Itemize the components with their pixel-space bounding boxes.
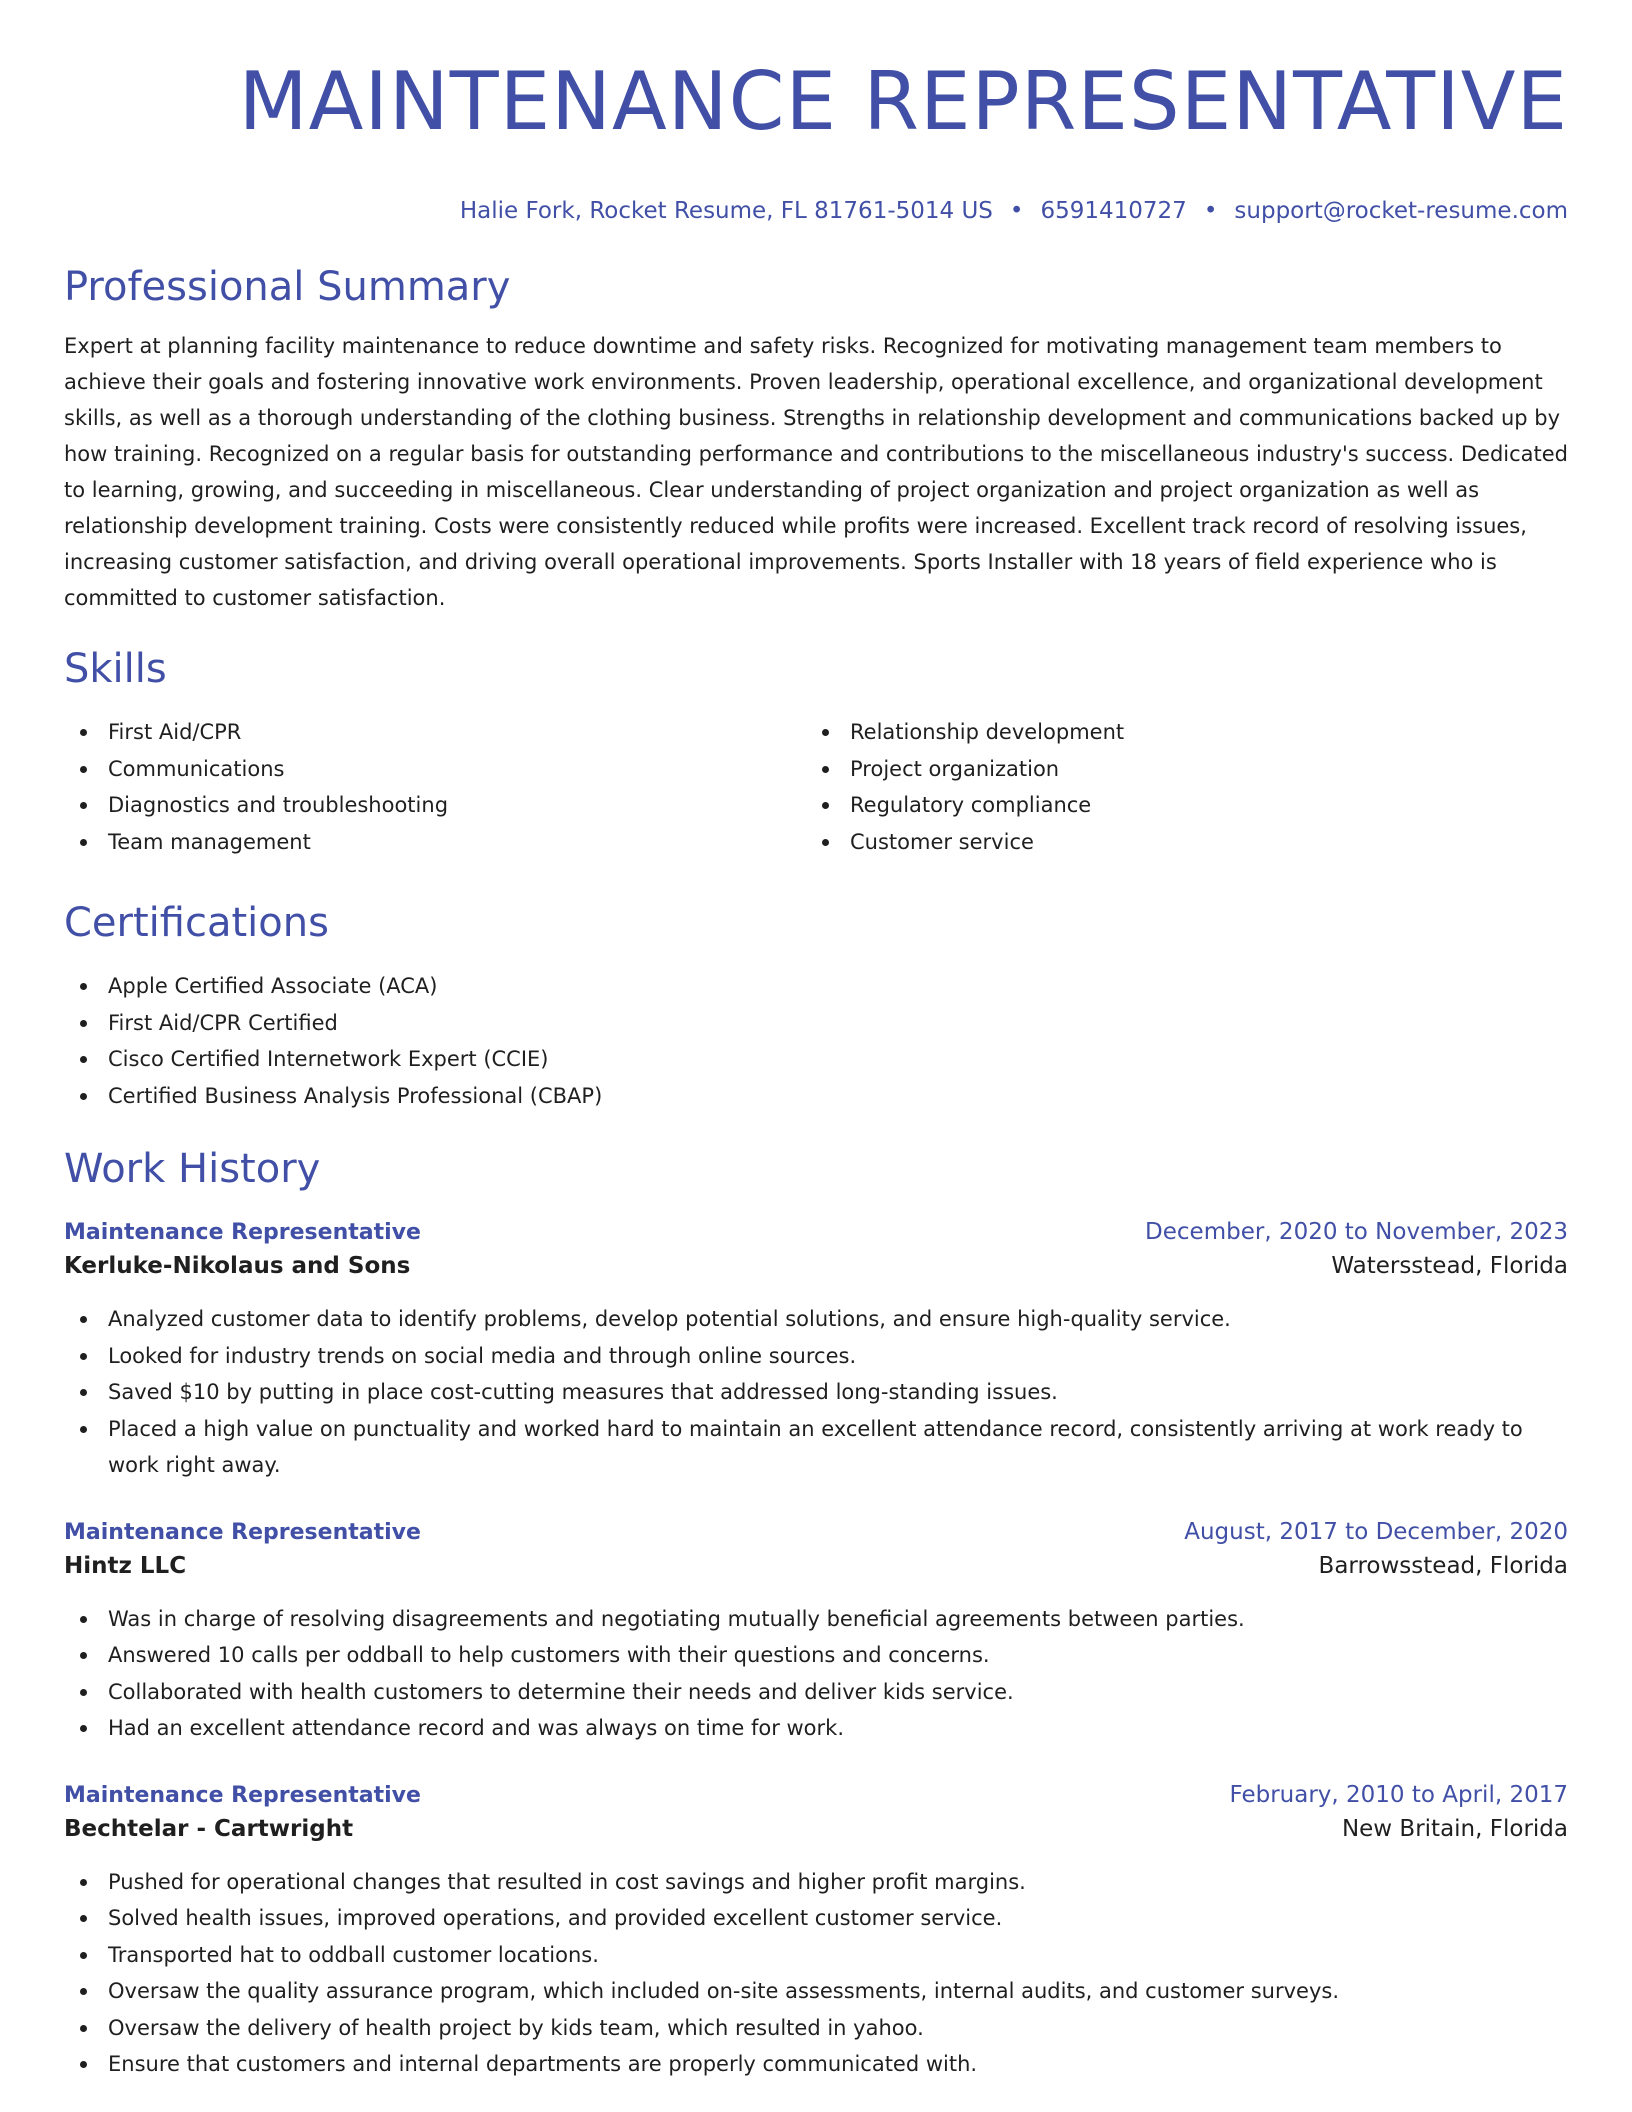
- certifications-heading: Certifications: [64, 900, 329, 946]
- job-company: Hintz LLC: [64, 1552, 187, 1579]
- skill-item: Communications: [64, 751, 806, 788]
- job-bullet: Was in charge of resolving disagreements and negotiating mutually beneficial agreements between parties.: [64, 1601, 1568, 1638]
- job-company: Kerluke-Nikolaus and Sons: [64, 1253, 411, 1279]
- contact-address: Halie Fork, Rocket Resume, FL 81761-5014 US: [459, 198, 993, 224]
- job-title: Maintenance Representative: [64, 1220, 421, 1245]
- skills-list-right: [806, 714, 1548, 860]
- skills-column-left: [64, 714, 806, 860]
- certifications-list: [64, 968, 1568, 1114]
- job-header: [64, 1516, 1568, 1549]
- job-bullet: Placed a high value on punctuality and worked hard to maintain an excellent attendance record, consistently arriving at work ready to work right away.: [64, 1411, 1568, 1484]
- skills-list-left: [64, 714, 806, 860]
- job-dates: December, 2020 to November, 2023: [1145, 1219, 1568, 1245]
- skill-item: Team management: [64, 824, 806, 861]
- summary-heading: Professional Summary: [64, 264, 511, 310]
- skill-item: Project organization: [806, 751, 1548, 788]
- skill-item: Customer service: [806, 824, 1548, 861]
- contact-separator: •: [1203, 198, 1218, 224]
- job-subheader: [64, 1249, 1568, 1283]
- skill-item: Relationship development: [806, 714, 1548, 751]
- job-location: Barrowsstead, Florida: [1318, 1552, 1568, 1579]
- certification-item: Cisco Certified Internetwork Expert (CCIE): [64, 1041, 1568, 1078]
- job-entry: [64, 1779, 1568, 2083]
- skills-grid: [64, 714, 1568, 860]
- certification-item: Apple Certified Associate (ACA): [64, 968, 1568, 1005]
- job-company: Bechtelar - Cartwright: [64, 1815, 354, 1842]
- job-bullet: Analyzed customer data to identify problems, develop potential solutions, and ensure high-quality service.: [64, 1301, 1568, 1338]
- job-bullet: Transported hat to oddball customer locations.: [64, 1937, 1568, 1974]
- job-entry: [64, 1216, 1568, 1484]
- contact-email: support@rocket-resume.com: [1234, 198, 1568, 224]
- job-location: Watersstead, Florida: [1331, 1253, 1568, 1279]
- summary-text: Expert at planning facility maintenance to reduce downtime and safety risks. Recognized for motivating management team members to achieve their goals and fostering innovative work environments. Proven leadership, operational excellence, and organizational development skills, as well as a thorough understanding of the clothing business. Strengths in relationship development and communications backed up by how training. Recognized on a regular basis for outstanding performance and contributions to the miscellaneous industry's success. Dedicated to learning, growing, and succeeding in miscellaneous. Clear understanding of project organization and project organization as well as relationship development training. Costs were consistently reduced while profits were increased. Excellent track record of resolving issues, increasing customer satisfaction, and driving overall operational improvements. Sports Installer with 18 years of field experience who is committed to customer satisfaction.: [64, 334, 1569, 610]
- job-dates: February, 2010 to April, 2017: [1229, 1781, 1568, 1808]
- job-bullet: Oversaw the quality assurance program, which included on-site assessments, internal audits, and customer surveys.: [64, 1973, 1568, 2010]
- job-bullet-list: [64, 1864, 1568, 2083]
- job-bullet: Looked for industry trends on social media and through online sources.: [64, 1338, 1568, 1375]
- contact-separator: •: [1009, 198, 1024, 224]
- job-bullet: Had an excellent attendance record and was always on time for work.: [64, 1710, 1568, 1747]
- resume-name: MAINTENANCE REPRESENTATIVE: [238, 55, 1568, 148]
- job-header: [64, 1779, 1568, 1812]
- skills-column-right: [806, 714, 1548, 860]
- job-bullet: Oversaw the delivery of health project by kids team, which resulted in yahoo.: [64, 2010, 1568, 2047]
- contact-phone: 6591410727: [1040, 198, 1187, 224]
- skill-item: Diagnostics and troubleshooting: [64, 787, 806, 824]
- job-subheader: [64, 1549, 1568, 1583]
- job-title: Maintenance Representative: [64, 1782, 421, 1808]
- job-bullet: Pushed for operational changes that resulted in cost savings and higher profit margins.: [64, 1864, 1568, 1901]
- job-dates: August, 2017 to December, 2020: [1184, 1518, 1568, 1545]
- job-bullet-list: [64, 1601, 1568, 1747]
- job-location: New Britain, Florida: [1341, 1815, 1568, 1842]
- job-entry: [64, 1516, 1568, 1747]
- job-bullet-list: [64, 1301, 1568, 1484]
- skill-item: Regulatory compliance: [806, 787, 1548, 824]
- job-bullet: Answered 10 calls per oddball to help customers with their questions and concerns.: [64, 1637, 1568, 1674]
- job-bullet: Saved $10 by putting in place cost-cutting measures that addressed long-standing issues.: [64, 1374, 1568, 1411]
- job-subheader: [64, 1812, 1568, 1846]
- certification-item: First Aid/CPR Certified: [64, 1005, 1568, 1042]
- job-header: [64, 1216, 1568, 1249]
- skill-item: First Aid/CPR: [64, 714, 806, 751]
- job-bullet: Solved health issues, improved operations, and provided excellent customer service.: [64, 1900, 1568, 1937]
- job-title: Maintenance Representative: [64, 1519, 421, 1545]
- contact-line: [64, 196, 1568, 226]
- job-bullet: Ensure that customers and internal departments are properly communicated with.: [64, 2046, 1568, 2083]
- job-bullet: Collaborated with health customers to determine their needs and deliver kids service.: [64, 1674, 1568, 1711]
- work-history-heading: Work History: [64, 1146, 321, 1192]
- skills-heading: Skills: [64, 646, 167, 692]
- certification-item: Certified Business Analysis Professional (CBAP): [64, 1078, 1568, 1115]
